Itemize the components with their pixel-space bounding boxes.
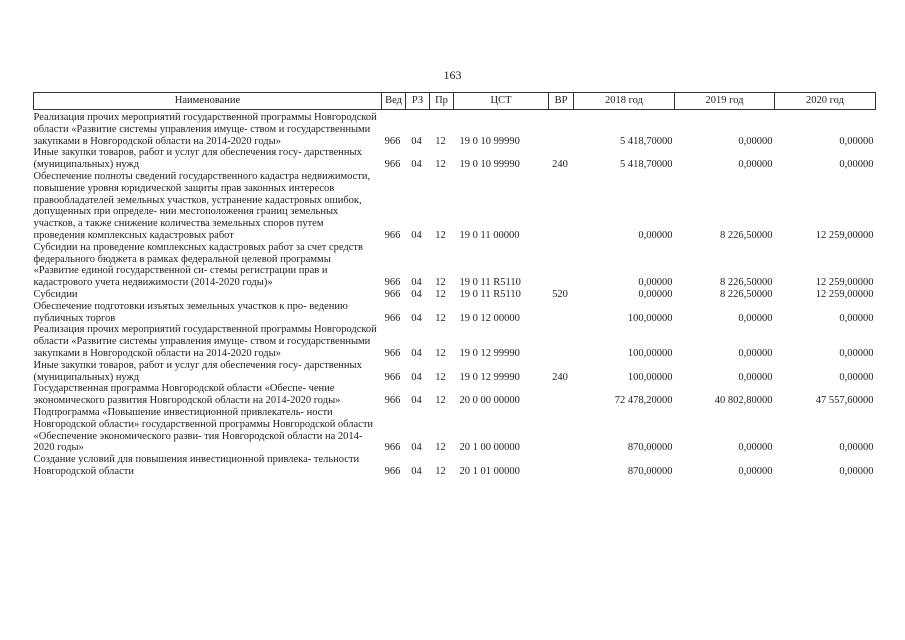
header-rz: РЗ: [406, 93, 430, 110]
cell-2018: 100,00000: [627, 347, 673, 359]
cell-2020: 12 259,00000: [815, 277, 874, 289]
cell-ved: 966: [384, 312, 401, 324]
cell-vr: [549, 407, 574, 454]
cell-2018: 100,00000: [627, 371, 673, 383]
cell-2018: 100,00000: [627, 312, 673, 324]
cell-vr: [549, 301, 574, 325]
cell-ved: 966: [384, 288, 401, 300]
cell-2020: 0,00000: [839, 347, 874, 359]
cell-ved: 966: [384, 442, 401, 454]
cell-vr: [549, 171, 574, 242]
table-row: [34, 147, 876, 171]
cell-2019: 8 226,50000: [720, 288, 773, 300]
cell-2020: 0,00000: [839, 159, 874, 171]
cell-2020: 12 259,00000: [815, 229, 874, 241]
cell-ved: 966: [384, 159, 401, 171]
cell-pr: 12: [435, 288, 446, 300]
cell-pr: 12: [435, 347, 446, 359]
cell-2019: 0,00000: [738, 312, 773, 324]
cell-ved: 966: [384, 371, 401, 383]
cell-pr: 12: [435, 135, 446, 147]
cell-ved: 966: [384, 135, 401, 147]
cell-2018: 72 478,20000: [614, 395, 673, 407]
table-row: [34, 454, 876, 478]
cell-name: Иные закупки товаров, работ и услуг для обеспечения госу- дарственных (муниципальных) нужд: [33, 147, 362, 171]
cell-name: Реализация прочих мероприятий государственной программы Новгородской области «Развитие системы управления имуще- ством и государственными закупками в Новгородской области на 2014-2020 годы»: [33, 112, 377, 147]
cell-pr: 12: [435, 229, 446, 241]
cell-pr: 12: [435, 312, 446, 324]
cell-ved: 966: [384, 229, 401, 241]
cell-rz: 04: [411, 465, 422, 477]
cell-2020: 0,00000: [839, 465, 874, 477]
cell-2018: 0,00000: [638, 229, 673, 241]
cell-rz: 04: [411, 395, 422, 407]
cell-rz: 04: [411, 135, 422, 147]
cell-cst: 19 0 11 R5110: [459, 277, 521, 289]
cell-pr: 12: [435, 395, 446, 407]
cell-cst: 19 0 11 00000: [459, 229, 520, 241]
cell-pr: 12: [435, 442, 446, 454]
cell-vr: [549, 110, 574, 148]
cell-vr: 520: [552, 288, 568, 300]
cell-2018: 0,00000: [638, 288, 673, 300]
cell-vr: [549, 383, 574, 407]
header-vr: ВР: [549, 93, 574, 110]
cell-2020: 0,00000: [839, 135, 874, 147]
header-ved: Вед: [382, 93, 406, 110]
cell-rz: 04: [411, 288, 422, 300]
cell-2018: 5 418,70000: [620, 135, 673, 147]
table-row: [34, 301, 876, 325]
table-row: [34, 324, 876, 359]
cell-2018: 870,00000: [627, 465, 673, 477]
header-cst: ЦСТ: [454, 93, 549, 110]
cell-name: Субсидии: [33, 288, 78, 300]
cell-pr: 12: [435, 277, 446, 289]
cell-pr: 12: [435, 159, 446, 171]
cell-rz: 04: [411, 347, 422, 359]
cell-2019: 0,00000: [738, 442, 773, 454]
cell-cst: 19 0 10 99990: [459, 135, 520, 147]
cell-name: Иные закупки товаров, работ и услуг для обеспечения госу- дарственных (муниципальных) нужд: [33, 359, 362, 383]
cell-pr: 12: [435, 371, 446, 383]
table-row: [34, 383, 876, 407]
cell-rz: 04: [411, 229, 422, 241]
cell-name: Обеспечение подготовки изъятых земельных участков к про- ведению публичных торгов: [33, 300, 348, 324]
cell-vr: [549, 242, 574, 289]
cell-vr: [549, 454, 574, 478]
cell-cst: 19 0 10 99990: [459, 159, 520, 171]
cell-cst: 20 0 00 00000: [459, 395, 520, 407]
table-row: [34, 171, 876, 242]
cell-rz: 04: [411, 159, 422, 171]
header-2019: 2019 год: [675, 93, 775, 110]
cell-ved: 966: [384, 277, 401, 289]
cell-2019: 8 226,50000: [720, 277, 773, 289]
table-row: [34, 289, 876, 301]
cell-2020: 0,00000: [839, 442, 874, 454]
cell-pr: 12: [435, 465, 446, 477]
cell-cst: 19 0 11 R5110: [459, 288, 521, 300]
cell-2019: 40 802,80000: [714, 395, 773, 407]
table-row: [34, 242, 876, 289]
cell-name: Субсидии на проведение комплексных кадастровых работ за счет средств федерального бюджета в рамках федеральной целевой программы «Развитие единой государственной си- стемы регистрации прав и кадастрового учета недвижимости (2014-2020 годы)»: [33, 241, 363, 289]
cell-rz: 04: [411, 442, 422, 454]
cell-2019: 0,00000: [738, 347, 773, 359]
table-row: [34, 360, 876, 384]
cell-rz: 04: [411, 277, 422, 289]
cell-2019: 0,00000: [738, 465, 773, 477]
cell-2019: 8 226,50000: [720, 229, 773, 241]
cell-2020: 47 557,60000: [815, 395, 874, 407]
cell-name: Государственная программа Новгородской области «Обеспе- чение экономического развития Новгородской области на 2014-2020 годы»: [33, 383, 341, 407]
page-number: 163: [443, 68, 462, 82]
cell-2020: 12 259,00000: [815, 288, 874, 300]
table-body: [34, 110, 876, 478]
cell-rz: 04: [411, 312, 422, 324]
cell-2019: 0,00000: [738, 159, 773, 171]
cell-cst: 19 0 12 00000: [459, 312, 520, 324]
cell-vr: 240: [552, 371, 568, 383]
cell-name: Подпрограмма «Повышение инвестиционной привлекатель- ности Новгородской области» государственной программы Новгородской области «Обеспечение экономического разви- тия Новгородской области на 2014-2020 годы»: [33, 406, 374, 454]
header-2020: 2020 год: [775, 93, 876, 110]
cell-rz: 04: [411, 371, 422, 383]
cell-ved: 966: [384, 395, 401, 407]
table-row: [34, 110, 876, 148]
header-pr: Пр: [430, 93, 454, 110]
cell-ved: 966: [384, 347, 401, 359]
cell-name: Создание условий для повышения инвестиционной привлека- тельности Новгородской области: [33, 454, 360, 477]
cell-name: Обеспечение полноты сведений государственного кадастра недвижимости, повышение уровня юридической защиты прав законных интересов правообладателей земельных участков, устранение кадастровых ошибок, допущенных при определе- нии местоположения границ земельных участков, а также снижение количества земельных споров путем проведения комплексных кадастровых работ: [33, 170, 371, 241]
cell-cst: 19 0 12 99990: [459, 371, 520, 383]
cell-ved: 966: [384, 465, 401, 477]
cell-2019: 0,00000: [738, 371, 773, 383]
cell-2018: 0,00000: [638, 277, 673, 289]
cell-vr: [549, 324, 574, 359]
budget-table: [33, 92, 876, 478]
cell-cst: 19 0 12 99990: [459, 347, 520, 359]
table-header-row: [34, 93, 876, 110]
cell-2019: 0,00000: [738, 135, 773, 147]
cell-cst: 20 1 00 00000: [459, 442, 520, 454]
cell-vr: 240: [552, 159, 568, 171]
cell-2018: 870,00000: [627, 442, 673, 454]
cell-name: Реализация прочих мероприятий государственной программы Новгородской области «Развитие системы управления имуще- ством и государственными закупками в Новгородской области на 2014-2020 годы»: [33, 324, 377, 359]
cell-cst: 20 1 01 00000: [459, 465, 520, 477]
header-2018: 2018 год: [574, 93, 675, 110]
cell-2020: 0,00000: [839, 371, 874, 383]
header-name: Наименование: [34, 93, 382, 110]
table-row: [34, 407, 876, 454]
cell-2020: 0,00000: [839, 312, 874, 324]
cell-2018: 5 418,70000: [620, 159, 673, 171]
